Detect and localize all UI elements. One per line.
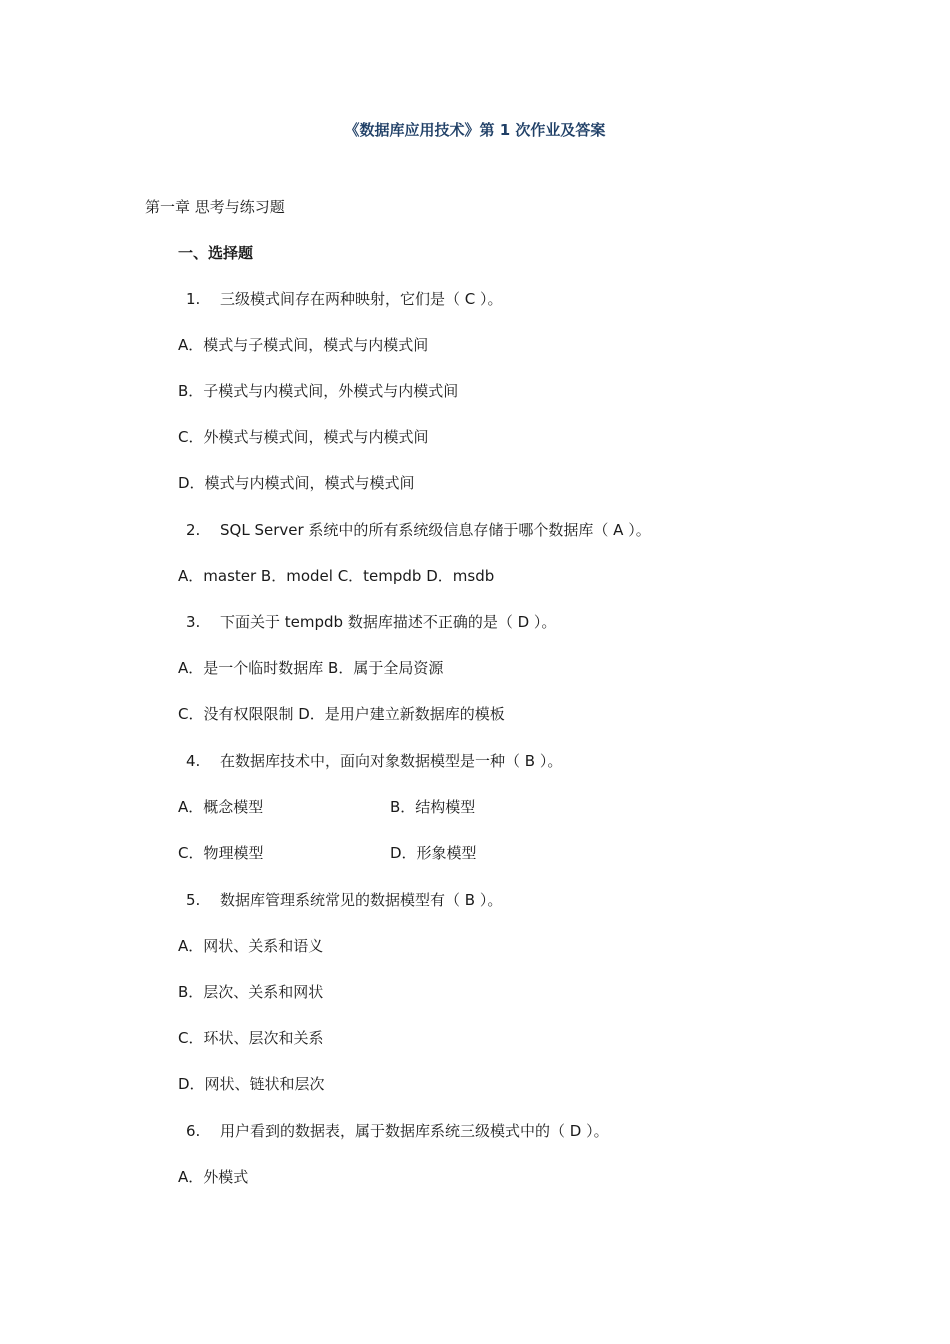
question-2 bbox=[186, 520, 651, 540]
option-cell: A．概念模型 bbox=[178, 798, 264, 816]
question-number: 2. bbox=[186, 521, 201, 539]
question-4 bbox=[186, 751, 562, 771]
question-number: 1. bbox=[186, 290, 201, 308]
question-text: SQL Server 系统中的所有系统级信息存储于哪个数据库（ A ）。 bbox=[220, 521, 651, 539]
question-number: 6. bbox=[186, 1122, 201, 1140]
question-text: 用户看到的数据表，属于数据库系统三级模式中的（ D ）。 bbox=[220, 1122, 609, 1140]
option-line: A．外模式 bbox=[178, 1168, 249, 1186]
chapter-heading: 第一章 思考与练习题 bbox=[145, 198, 285, 216]
option-line: A．网状、关系和语义 bbox=[178, 937, 324, 955]
section-heading: 一、选择题 bbox=[178, 244, 254, 262]
option-line: A．master B．model C．tempdb D．msdb bbox=[178, 567, 495, 585]
question-text: 下面关于 tempdb 数据库描述不正确的是（ D ）。 bbox=[220, 613, 557, 631]
option-line: D．模式与内模式间，模式与模式间 bbox=[178, 474, 415, 492]
option-line: A．是一个临时数据库 B．属于全局资源 bbox=[178, 659, 444, 677]
option-row bbox=[178, 797, 778, 817]
question-text: 数据库管理系统常见的数据模型有（ B ）。 bbox=[220, 891, 503, 909]
option-line: C．没有权限限制 D．是用户建立新数据库的模板 bbox=[178, 705, 505, 723]
option-line: C．环状、层次和关系 bbox=[178, 1029, 324, 1047]
document-title: 《数据库应用技术》第 1 次作业及答案 bbox=[344, 121, 606, 139]
option-line: D．网状、链状和层次 bbox=[178, 1075, 325, 1093]
option-line: B．层次、关系和网状 bbox=[178, 983, 324, 1001]
question-number: 3. bbox=[186, 613, 201, 631]
option-cell: C．物理模型 bbox=[178, 844, 264, 862]
question-number: 5. bbox=[186, 891, 201, 909]
question-3 bbox=[186, 612, 556, 632]
option-row bbox=[178, 843, 778, 863]
question-text: 三级模式间存在两种映射，它们是（ C ）。 bbox=[220, 290, 503, 308]
question-1 bbox=[186, 289, 503, 309]
question-6 bbox=[186, 1121, 609, 1141]
option-cell: B．结构模型 bbox=[390, 798, 476, 816]
option-line: B．子模式与内模式间，外模式与内模式间 bbox=[178, 382, 459, 400]
question-text: 在数据库技术中，面向对象数据模型是一种（ B ）。 bbox=[220, 752, 563, 770]
option-line: C．外模式与模式间，模式与内模式间 bbox=[178, 428, 429, 446]
question-5 bbox=[186, 890, 502, 910]
option-cell: D．形象模型 bbox=[390, 844, 477, 862]
question-number: 4. bbox=[186, 752, 201, 770]
option-line: A．模式与子模式间，模式与内模式间 bbox=[178, 336, 429, 354]
